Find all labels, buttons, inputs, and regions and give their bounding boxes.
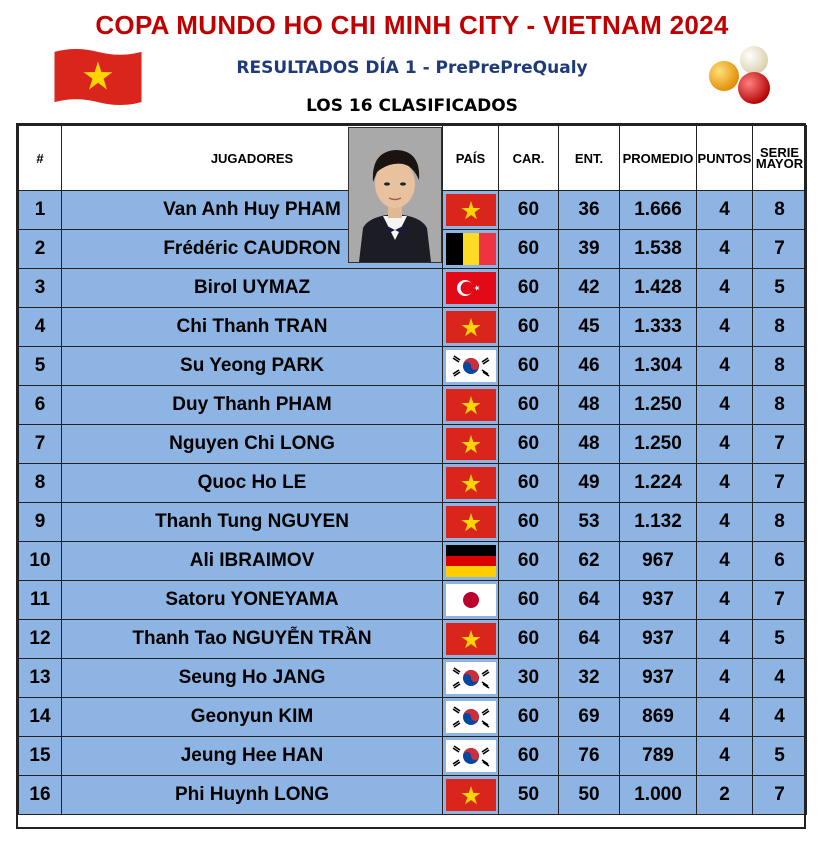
player-innings: 32 <box>559 659 620 698</box>
vietnam-flag-icon <box>446 623 496 655</box>
player-points: 4 <box>697 659 753 698</box>
player-high-run: 6 <box>753 542 807 581</box>
player-caroms: 60 <box>499 542 559 581</box>
player-name: Birol UYMAZ <box>62 269 443 308</box>
player-caroms: 60 <box>499 581 559 620</box>
player-points: 4 <box>697 620 753 659</box>
col-header-average: PROMEDIO <box>620 126 697 191</box>
vietnam-flag-icon <box>446 428 496 460</box>
table-row <box>19 542 807 581</box>
player-high-run: 7 <box>753 581 807 620</box>
player-position: 9 <box>19 503 62 542</box>
player-average: 937 <box>620 581 697 620</box>
player-innings: 53 <box>559 503 620 542</box>
player-points: 4 <box>697 503 753 542</box>
player-caroms: 60 <box>499 347 559 386</box>
player-points: 4 <box>697 698 753 737</box>
player-points: 4 <box>697 581 753 620</box>
player-caroms: 60 <box>499 230 559 269</box>
player-position: 14 <box>19 698 62 737</box>
player-country-flag <box>443 386 499 425</box>
table-row <box>19 503 807 542</box>
table-row <box>19 659 807 698</box>
player-points: 4 <box>697 386 753 425</box>
player-innings: 64 <box>559 620 620 659</box>
table-row <box>19 620 807 659</box>
player-caroms: 60 <box>499 308 559 347</box>
table-row <box>19 776 807 815</box>
series-line1: SERIE <box>759 145 799 160</box>
player-name: Thanh Tao NGUYỄN TRẦN <box>62 620 443 659</box>
player-caroms: 60 <box>499 191 559 230</box>
south-korea-flag-icon <box>446 740 496 772</box>
col-header-players: JUGADORES <box>62 126 443 191</box>
player-position: 8 <box>19 464 62 503</box>
player-average: 869 <box>620 698 697 737</box>
player-country-flag <box>443 425 499 464</box>
table-row <box>19 269 807 308</box>
player-caroms: 50 <box>499 776 559 815</box>
player-innings: 69 <box>559 698 620 737</box>
player-name: Ali IBRAIMOV <box>62 542 443 581</box>
table-row <box>19 698 807 737</box>
player-caroms: 60 <box>499 737 559 776</box>
player-average: 1.538 <box>620 230 697 269</box>
player-name: Nguyen Chi LONG <box>62 425 443 464</box>
south-korea-flag-icon <box>446 350 496 382</box>
player-innings: 39 <box>559 230 620 269</box>
player-high-run: 5 <box>753 269 807 308</box>
player-position: 5 <box>19 347 62 386</box>
player-position: 11 <box>19 581 62 620</box>
player-name: Seung Ho JANG <box>62 659 443 698</box>
player-country-flag <box>443 503 499 542</box>
subtitle: RESULTADOS DÍA 1 - PrePrePreQualy <box>236 58 588 78</box>
player-high-run: 8 <box>753 503 807 542</box>
player-country-flag <box>443 191 499 230</box>
series-line2: MAYOR <box>755 156 804 171</box>
vietnam-flag-icon <box>446 779 496 811</box>
table-row <box>19 425 807 464</box>
vietnam-flag-icon <box>446 506 496 538</box>
player-average: 1.333 <box>620 308 697 347</box>
player-innings: 46 <box>559 347 620 386</box>
player-country-flag <box>443 464 499 503</box>
player-high-run: 7 <box>753 230 807 269</box>
player-country-flag <box>443 698 499 737</box>
player-points: 4 <box>697 347 753 386</box>
player-name: Phi Huynh LONG <box>62 776 443 815</box>
player-position: 6 <box>19 386 62 425</box>
player-innings: 48 <box>559 425 620 464</box>
player-country-flag <box>443 347 499 386</box>
belgium-flag-icon <box>446 233 496 265</box>
col-header-points: PUNTOS <box>697 126 753 191</box>
player-innings: 76 <box>559 737 620 776</box>
japan-flag-icon <box>446 584 496 616</box>
table-row <box>19 386 807 425</box>
player-innings: 36 <box>559 191 620 230</box>
vietnam-flag-icon <box>446 311 496 343</box>
player-innings: 50 <box>559 776 620 815</box>
player-portrait-icon <box>349 128 441 262</box>
player-country-flag <box>443 620 499 659</box>
player-average: 937 <box>620 659 697 698</box>
player-points: 4 <box>697 269 753 308</box>
player-name: Quoc Ho LE <box>62 464 443 503</box>
player-caroms: 60 <box>499 698 559 737</box>
player-caroms: 60 <box>499 464 559 503</box>
player-position: 16 <box>19 776 62 815</box>
player-high-run: 7 <box>753 464 807 503</box>
player-average: 937 <box>620 620 697 659</box>
player-country-flag <box>443 230 499 269</box>
player-name: Frédéric CAUDRON <box>62 230 443 269</box>
south-korea-flag-icon <box>446 701 496 733</box>
player-high-run: 8 <box>753 308 807 347</box>
player-average: 1.250 <box>620 386 697 425</box>
player-high-run: 7 <box>753 776 807 815</box>
player-points: 4 <box>697 542 753 581</box>
player-name: Geonyun KIM <box>62 698 443 737</box>
player-high-run: 8 <box>753 347 807 386</box>
player-caroms: 60 <box>499 269 559 308</box>
player-position: 15 <box>19 737 62 776</box>
player-average: 1.000 <box>620 776 697 815</box>
player-points: 4 <box>697 737 753 776</box>
player-innings: 42 <box>559 269 620 308</box>
player-caroms: 60 <box>499 620 559 659</box>
player-caroms: 30 <box>499 659 559 698</box>
player-country-flag <box>443 308 499 347</box>
col-header-car: CAR. <box>499 126 559 191</box>
player-position: 4 <box>19 308 62 347</box>
player-innings: 64 <box>559 581 620 620</box>
player-average: 1.250 <box>620 425 697 464</box>
player-name: Thanh Tung NGUYEN <box>62 503 443 542</box>
player-average: 789 <box>620 737 697 776</box>
col-header-num: # <box>19 126 62 191</box>
player-caroms: 60 <box>499 503 559 542</box>
player-position: 10 <box>19 542 62 581</box>
table-row <box>19 308 807 347</box>
player-high-run: 4 <box>753 698 807 737</box>
player-high-run: 5 <box>753 620 807 659</box>
south-korea-flag-icon <box>446 662 496 694</box>
player-points: 4 <box>697 425 753 464</box>
player-name: Satoru YONEYAMA <box>62 581 443 620</box>
player-position: 3 <box>19 269 62 308</box>
player-average: 1.224 <box>620 464 697 503</box>
player-points: 4 <box>697 191 753 230</box>
player-high-run: 8 <box>753 191 807 230</box>
player-innings: 62 <box>559 542 620 581</box>
player-average: 1.132 <box>620 503 697 542</box>
player-position: 13 <box>19 659 62 698</box>
player-position: 1 <box>19 191 62 230</box>
player-position: 12 <box>19 620 62 659</box>
player-country-flag <box>443 776 499 815</box>
player-points: 4 <box>697 230 753 269</box>
table-row <box>19 581 807 620</box>
player-position: 2 <box>19 230 62 269</box>
player-average: 967 <box>620 542 697 581</box>
vietnam-flag-icon <box>446 467 496 499</box>
player-high-run: 5 <box>753 737 807 776</box>
player-innings: 48 <box>559 386 620 425</box>
player-points: 4 <box>697 308 753 347</box>
player-position: 7 <box>19 425 62 464</box>
table-row <box>19 464 807 503</box>
player-average: 1.304 <box>620 347 697 386</box>
qualified-heading: LOS 16 CLASIFICADOS <box>306 96 518 116</box>
player-innings: 49 <box>559 464 620 503</box>
player-high-run: 7 <box>753 425 807 464</box>
player-country-flag <box>443 659 499 698</box>
player-name: Duy Thanh PHAM <box>62 386 443 425</box>
player-average: 1.666 <box>620 191 697 230</box>
player-country-flag <box>443 581 499 620</box>
turkey-flag-icon <box>446 272 496 304</box>
col-header-country: PAÍS <box>443 126 499 191</box>
vietnam-flag-icon <box>446 389 496 421</box>
player-country-flag <box>443 269 499 308</box>
player-points: 4 <box>697 464 753 503</box>
player-name: Van Anh Huy PHAM <box>62 191 443 230</box>
col-header-ent: ENT. <box>559 126 620 191</box>
player-caroms: 60 <box>499 386 559 425</box>
player-name: Jeung Hee HAN <box>62 737 443 776</box>
player-name: Chi Thanh TRAN <box>62 308 443 347</box>
player-high-run: 8 <box>753 386 807 425</box>
table-row <box>19 347 807 386</box>
player-points: 2 <box>697 776 753 815</box>
player-high-run: 4 <box>753 659 807 698</box>
page-title: COPA MUNDO HO CHI MINH CITY - VIETNAM 2024 <box>95 10 729 40</box>
player-innings: 45 <box>559 308 620 347</box>
player-name: Su Yeong PARK <box>62 347 443 386</box>
player-country-flag <box>443 542 499 581</box>
player-country-flag <box>443 737 499 776</box>
table-row <box>19 737 807 776</box>
col-header-series <box>753 126 807 191</box>
germany-flag-icon <box>446 545 496 577</box>
player-photo <box>348 127 442 263</box>
player-average: 1.428 <box>620 269 697 308</box>
player-caroms: 60 <box>499 425 559 464</box>
vietnam-flag-icon <box>446 194 496 226</box>
